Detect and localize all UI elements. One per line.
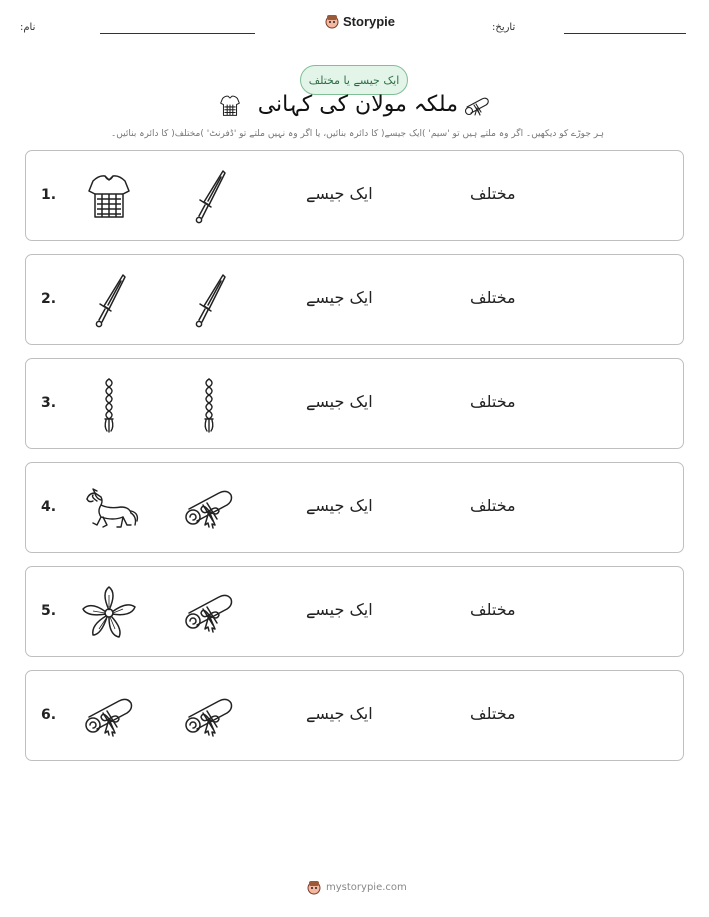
horse-icon <box>79 479 139 539</box>
braid-icon <box>79 375 139 435</box>
same-option[interactable]: ایک جیسے <box>306 288 373 307</box>
item-row <box>25 254 684 345</box>
same-option[interactable]: ایک جیسے <box>306 392 373 411</box>
item-row <box>25 462 684 553</box>
storypie-logo-icon <box>306 879 322 895</box>
brand-logo <box>324 13 395 29</box>
footer <box>306 879 407 895</box>
same-option[interactable]: ایک جیسے <box>306 184 373 203</box>
different-option[interactable]: مختلف <box>470 392 516 411</box>
different-option[interactable]: مختلف <box>470 600 516 619</box>
sword-icon <box>179 167 239 227</box>
page-title: ملکہ مولان کی کہانی <box>257 92 458 117</box>
title-scroll-icon <box>462 92 492 122</box>
date-line[interactable] <box>564 33 686 34</box>
item-row <box>25 358 684 449</box>
title-armor-icon <box>216 92 244 120</box>
date-label: تاریخ: <box>492 22 516 33</box>
item-number: 2. <box>41 291 57 307</box>
different-option[interactable]: مختلف <box>470 704 516 723</box>
footer-url[interactable]: mystorypie.com <box>326 881 407 893</box>
name-line[interactable] <box>100 33 255 34</box>
scroll-icon <box>179 583 239 643</box>
sword-icon <box>179 271 239 331</box>
same-option[interactable]: ایک جیسے <box>306 496 373 515</box>
different-option[interactable]: مختلف <box>470 184 516 203</box>
sword-icon <box>79 271 139 331</box>
worksheet-type-badge: ایک جیسے یا مختلف <box>300 65 408 95</box>
different-option[interactable]: مختلف <box>470 496 516 515</box>
item-number: 5. <box>41 603 57 619</box>
name-label: نام: <box>20 22 36 33</box>
scroll-icon <box>179 687 239 747</box>
same-option[interactable]: ایک جیسے <box>306 704 373 723</box>
braid-icon <box>179 375 239 435</box>
brand-name: Storypie <box>343 13 396 29</box>
item-row <box>25 670 684 761</box>
same-option[interactable]: ایک جیسے <box>306 600 373 619</box>
item-row <box>25 150 684 241</box>
item-row <box>25 566 684 657</box>
item-number: 1. <box>41 187 57 203</box>
instructions: ہر جوڑے کو دیکھیں۔ اگر وہ ملتے ہیں تو 'سیم' )ایک جیسے( کا دائرہ بنائیں، یا اگر وہ نہیں ملتے تو 'ڈفرنٹ' )مختلف( کا دائرہ بنائیں۔ <box>111 129 604 139</box>
different-option[interactable]: مختلف <box>470 288 516 307</box>
flower-icon <box>79 583 139 643</box>
item-number: 3. <box>41 395 57 411</box>
item-number: 6. <box>41 707 57 723</box>
armor-icon <box>79 167 139 227</box>
item-number: 4. <box>41 499 57 515</box>
storypie-logo-icon <box>324 13 340 29</box>
scroll-icon <box>79 687 139 747</box>
scroll-icon <box>179 479 239 539</box>
